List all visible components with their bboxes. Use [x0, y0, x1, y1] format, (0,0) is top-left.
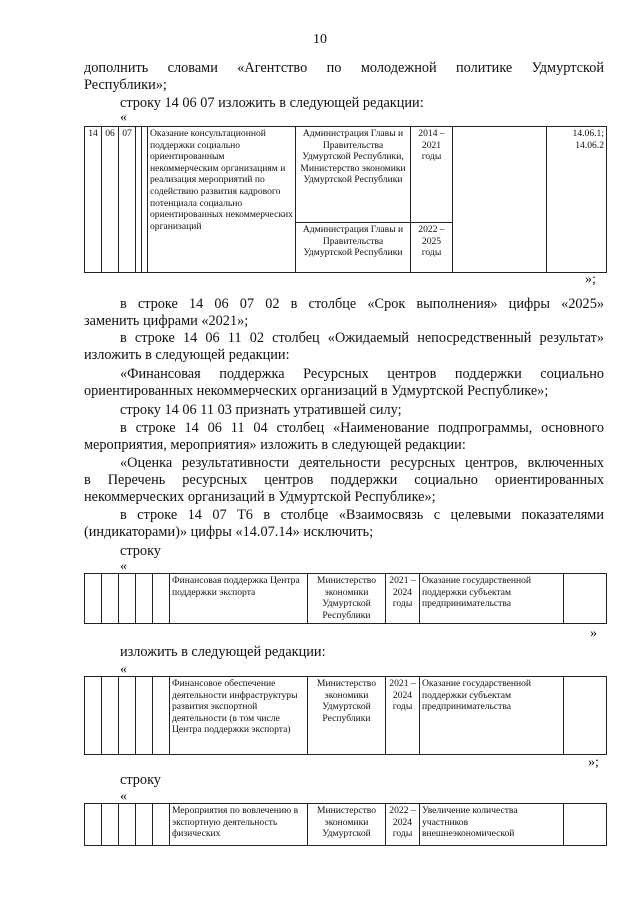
paragraph-line: «Оценка результативности деятельности ресурсных центров, включенных: [120, 455, 604, 471]
paragraph-line: в строке 14 06 11 02 столбец «Ожидаемый непосредственный результат»: [120, 330, 604, 346]
empty-cell: [153, 574, 170, 624]
empty-cell: [119, 677, 136, 755]
empty-cell: [119, 804, 136, 846]
paragraph-line: Республики»;: [84, 77, 167, 93]
term-cell: 2022 – 2024 годы: [386, 804, 420, 846]
indicators-cell: [564, 574, 607, 624]
empty-cell: [136, 804, 153, 846]
term-cell: 2022 – 2025 годы: [411, 223, 453, 273]
paragraph-line: строку 14 06 07 изложить в следующей редакции:: [120, 95, 424, 111]
table-row-14-06-07: [84, 126, 607, 273]
paragraph-line: в строке 14 06 11 04 столбец «Наименование подпрограммы, основного: [120, 420, 604, 436]
table-row-export-involvement: [84, 803, 607, 846]
empty-cell: [102, 677, 119, 755]
indicators-cell: [564, 677, 607, 755]
empty-cell: [136, 574, 153, 624]
open-quote: «: [120, 662, 127, 677]
paragraph-line: мероприятия, мероприятия» изложить в следующей редакции:: [84, 437, 466, 453]
result-cell: Увеличение количества участников внешнеэкономической: [420, 804, 564, 846]
code-cell: 14: [85, 127, 102, 273]
paragraph-line: в строке 14 07 Т6 в столбце «Взаимосвязь с целевыми показателями: [120, 507, 604, 523]
table-row-export-infrastructure: [84, 676, 607, 755]
page-number: 10: [313, 32, 327, 47]
term-cell: 2014 – 2021 годы: [411, 127, 453, 223]
paragraph-line: строку: [120, 772, 161, 788]
paragraph-line: (индикаторами)» цифры «14.07.14» исключить;: [84, 524, 374, 540]
paragraph-line: ориентированных некоммерческих организаций в Удмуртской Республике»;: [84, 383, 549, 399]
paragraph-line: изложить в следующей редакции:: [120, 644, 326, 660]
indicators-cell: [564, 804, 607, 846]
executor-cell: Министерство экономики Удмуртской: [308, 804, 386, 846]
empty-cell: [85, 804, 102, 846]
measure-name-cell: Финансовое обеспечение деятельности инфраструктуры развития экспортной деятельности (в том числе Центра поддержки экспорта): [170, 677, 308, 755]
empty-cell: [119, 574, 136, 624]
empty-cell: [102, 574, 119, 624]
result-cell: Оказание государственной поддержки субъектам предпринимательства: [420, 574, 564, 624]
term-cell: 2021 – 2024 годы: [386, 677, 420, 755]
code-cell: 07: [119, 127, 136, 273]
paragraph-line: заменить цифрами «2021»;: [84, 313, 249, 329]
paragraph-line: некоммерческих организаций в Удмуртской Республике»;: [84, 489, 436, 505]
close-quote: »;: [588, 755, 599, 770]
close-quote: »;: [585, 272, 596, 287]
open-quote: «: [120, 110, 127, 125]
paragraph-line: в Перечень ресурсных центров поддержки социально ориентированных: [84, 472, 604, 488]
executor-cell: Администрация Главы и Правительства Удмуртской Республики: [296, 223, 411, 273]
measure-name-cell: Мероприятия по вовлечению в экспортную деятельность физических: [170, 804, 308, 846]
result-cell: Оказание государственной поддержки субъектам предпринимательства: [420, 677, 564, 755]
result-cell: [453, 127, 547, 273]
empty-cell: [85, 574, 102, 624]
empty-cell: [136, 677, 153, 755]
open-quote: «: [120, 789, 127, 804]
paragraph-line: строку 14 06 11 03 признать утратившей силу;: [120, 402, 402, 418]
open-quote: «: [120, 559, 127, 574]
indicators-cell: 14.06.1; 14.06.2: [547, 127, 607, 273]
empty-cell: [153, 677, 170, 755]
close-quote: »: [590, 626, 597, 641]
empty-cell: [153, 804, 170, 846]
executor-cell: Министерство экономики Удмуртской Республики: [308, 574, 386, 624]
measure-name-cell: Финансовая поддержка Центра поддержки экспорта: [170, 574, 308, 624]
empty-cell: [102, 804, 119, 846]
measure-name-cell: Оказание консультационной поддержки социально ориентированным некоммерческим организациям и реализация мероприятий по содействию развития кадрового потенциала социально ориентированных некоммерческих организаций: [148, 127, 296, 273]
executor-cell: Министерство экономики Удмуртской Республики: [308, 677, 386, 755]
paragraph-line: «Финансовая поддержка Ресурсных центров поддержки социально: [120, 366, 604, 382]
paragraph-line: изложить в следующей редакции:: [84, 347, 290, 363]
term-cell: 2021 – 2024 годы: [386, 574, 420, 624]
empty-cell: [85, 677, 102, 755]
paragraph-line: дополнить словами «Агентство по молодежной политике Удмуртской: [84, 60, 604, 76]
code-cell: 06: [102, 127, 119, 273]
table-row-export-support: [84, 573, 607, 624]
paragraph-line: строку: [120, 543, 161, 559]
paragraph-line: в строке 14 06 07 02 в столбце «Срок выполнения» цифры «2025»: [120, 296, 604, 312]
executor-cell: Администрация Главы и Правительства Удмуртской Республики, Министерство экономики Удмуртской Республики: [296, 127, 411, 223]
